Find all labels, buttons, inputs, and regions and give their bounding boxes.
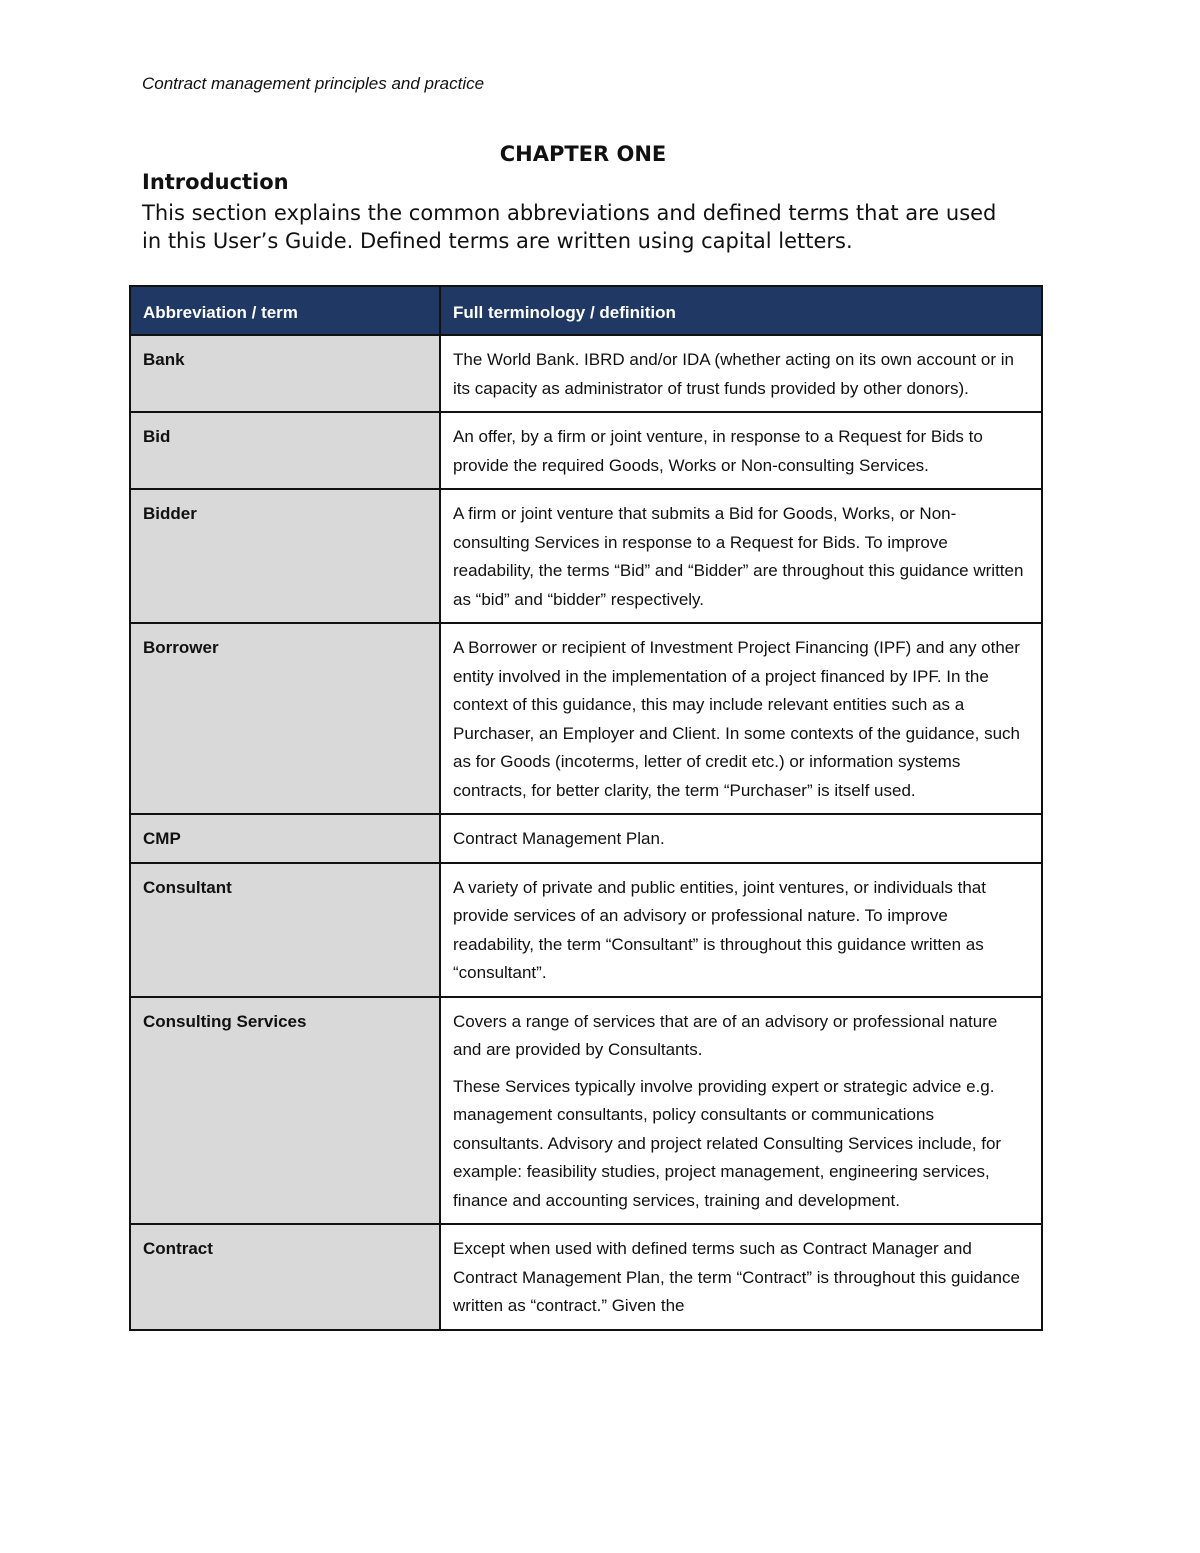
term-cell: Bidder <box>130 489 440 623</box>
term-cell: Consultant <box>130 863 440 997</box>
table-row <box>130 623 1042 814</box>
definition-cell <box>440 623 1042 814</box>
definition-paragraph: Covers a range of services that are of an advisory or professional nature and are provided by Consultants. <box>453 1011 998 1059</box>
definition-cell <box>440 335 1042 412</box>
definition-cell <box>440 1224 1042 1330</box>
table-row <box>130 863 1042 997</box>
term-cell: CMP <box>130 814 440 863</box>
term-cell: Consulting Services <box>130 997 440 1225</box>
table-row <box>130 335 1042 412</box>
table-row <box>130 412 1042 489</box>
term-cell: Contract <box>130 1224 440 1330</box>
definition-paragraph: A firm or joint venture that submits a Bid for Goods, Works, or Non-consulting Services in response to a Request for Bids. To improve readability, the terms “Bid” and “Bidder” are throughout this guidance written as “bid” and “bidder” respectively. <box>453 504 1024 609</box>
column-header-term: Abbreviation / term <box>130 286 440 335</box>
table-header-row <box>130 286 1042 335</box>
definition-cell <box>440 814 1042 863</box>
definition-paragraph: Except when used with defined terms such as Contract Manager and Contract Management Plan, the term “Contract” is throughout this guidance written as “contract.” Given the <box>453 1239 1020 1315</box>
definition-cell <box>440 997 1042 1225</box>
terms-table-body <box>130 335 1042 1330</box>
definition-cell <box>440 412 1042 489</box>
chapter-title: CHAPTER ONE <box>499 142 667 166</box>
definition-cell <box>440 863 1042 997</box>
definition-paragraph: A variety of private and public entities, joint ventures, or individuals that provide services of an advisory or professional nature. To improve readability, the term “Consultant” is throughout this guidance written as “consultant”. <box>453 877 986 982</box>
definition-paragraph: Contract Management Plan. <box>453 829 665 848</box>
term-cell: Borrower <box>130 623 440 814</box>
table-row <box>130 997 1042 1225</box>
term-cell: Bid <box>130 412 440 489</box>
column-header-definition: Full terminology / definition <box>440 286 1042 335</box>
table-row <box>130 489 1042 623</box>
definition-paragraph: These Services typically involve providing expert or strategic advice e.g. management consultants, policy consultants or communications consultants. Advisory and project related Consulting Services include, for example: feasibility studies, project management, engineering services, finance and accounting services, training and development. <box>453 1076 1002 1210</box>
terms-table <box>129 285 1043 1331</box>
table-row <box>130 814 1042 863</box>
term-cell: Bank <box>130 335 440 412</box>
definition-paragraph: The World Bank. IBRD and/or IDA (whether acting on its own account or in its capacity as administrator of trust funds provided by other donors). <box>453 350 1014 398</box>
running-header: Contract management principles and practice <box>142 74 485 93</box>
table-row <box>130 1224 1042 1330</box>
definition-paragraph: An offer, by a firm or joint venture, in response to a Request for Bids to provide the required Goods, Works or Non-consulting Services. <box>453 427 983 475</box>
intro-paragraph: This section explains the common abbreviations and defined terms that are used in this User’s Guide. Defined terms are written using capital letters. <box>142 201 997 253</box>
definition-paragraph: A Borrower or recipient of Investment Project Financing (IPF) and any other entity involved in the implementation of a project financed by IPF. In the context of this guidance, this may include relevant entities such as a Purchaser, an Employer and Client. In some contexts of the guidance, such as for Goods (incoterms, letter of credit etc.) or information systems contracts, for better clarity, the term “Purchaser” is itself used. <box>453 638 1020 800</box>
section-title: Introduction <box>142 170 289 194</box>
definition-cell <box>440 489 1042 623</box>
